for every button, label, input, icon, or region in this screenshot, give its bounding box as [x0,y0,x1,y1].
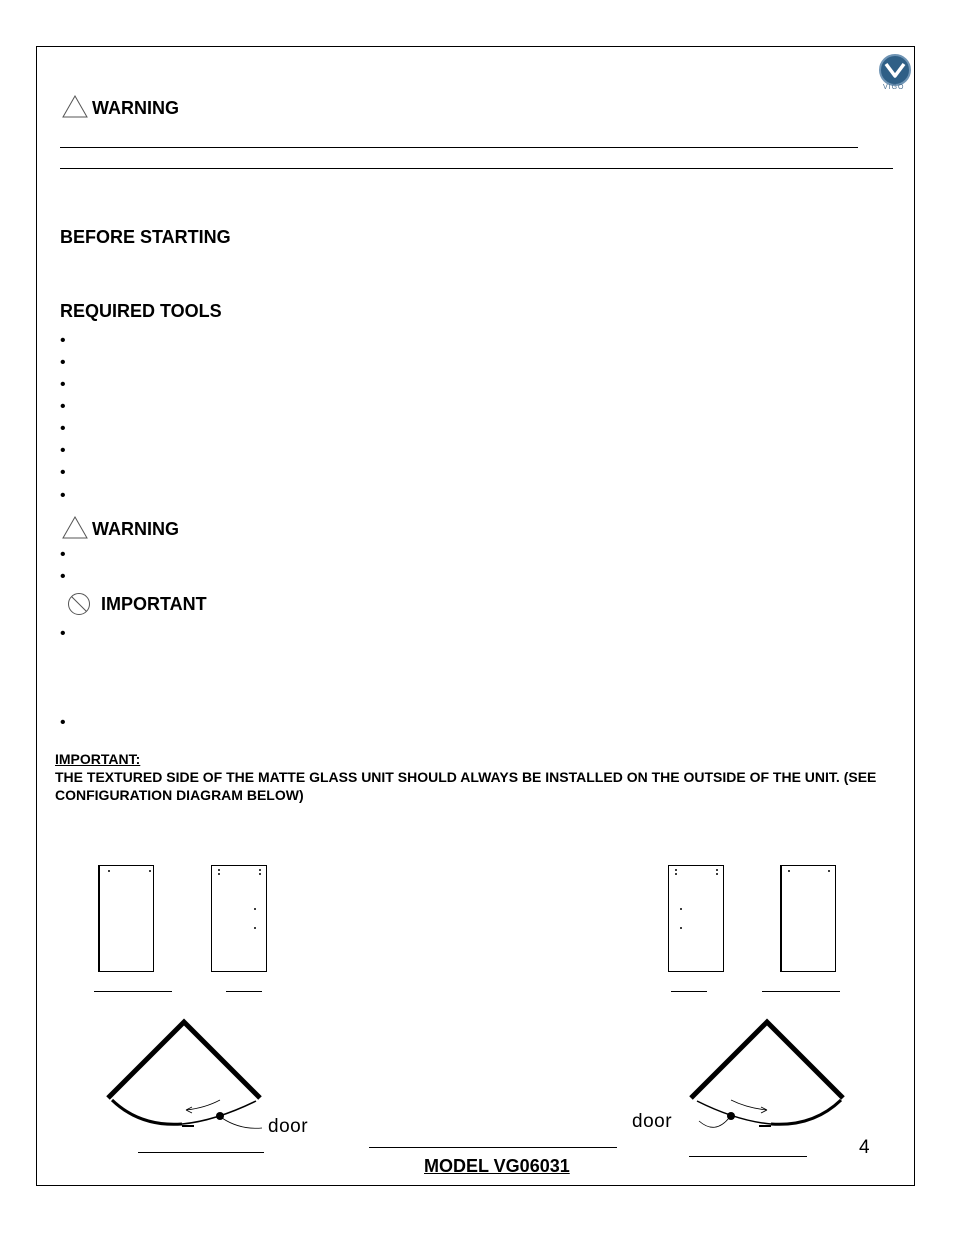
before-starting-heading: BEFORE STARTING [60,227,231,247]
important-note-label: IMPORTANT: [55,751,141,767]
door-label: door [632,1111,673,1132]
vigo-logo-icon [878,53,912,87]
blank-line [369,1147,617,1148]
vigo-logo [878,53,912,93]
blank-line [60,147,858,148]
list-bullet: • [60,487,66,504]
glass-panel-fixed [780,865,836,972]
list-bullet: • [60,332,66,349]
important-heading: IMPORTANT [101,594,207,614]
list-bullet: • [60,625,66,642]
corner-shower-diagram-right [685,1015,855,1145]
model-number: MODEL VG06031 [424,1156,570,1176]
panel-label-line [671,991,707,992]
glass-panel-fixed [98,865,154,972]
list-bullet: • [60,714,66,731]
diagram-label-line [689,1156,807,1157]
list-bullet: • [60,376,66,393]
diagram-label-line [138,1152,264,1153]
list-bullet: • [60,354,66,371]
logo-text: VIGO [883,84,905,91]
warning-heading: WARNING [92,98,179,118]
panel-label-line [94,991,172,992]
list-bullet: • [60,568,66,585]
page-number: 4 [859,1137,870,1158]
important-note-text: THE TEXTURED SIDE OF THE MATTE GLASS UNIT SHOULD ALWAYS BE INSTALLED ON THE OUTSIDE OF THE UNIT. (SEE CONFIGURATION DIAGRAM BELOW) [55,769,877,803]
glass-panel-door [668,865,724,972]
panel-label-line [226,991,262,992]
list-bullet: • [60,442,66,459]
panel-label-line [762,991,840,992]
blank-line [60,168,893,169]
required-tools-heading: REQUIRED TOOLS [60,301,222,321]
list-bullet: • [60,398,66,415]
door-label: door [268,1116,309,1137]
list-bullet: • [60,464,66,481]
list-bullet: • [60,420,66,437]
warning-heading: WARNING [92,519,179,539]
warning-triangle-icon [62,516,88,539]
list-bullet: • [60,546,66,563]
glass-panel-door [211,865,267,972]
corner-shower-diagram-left [100,1015,270,1145]
prohibited-icon [67,592,91,616]
warning-triangle-icon [62,95,88,118]
